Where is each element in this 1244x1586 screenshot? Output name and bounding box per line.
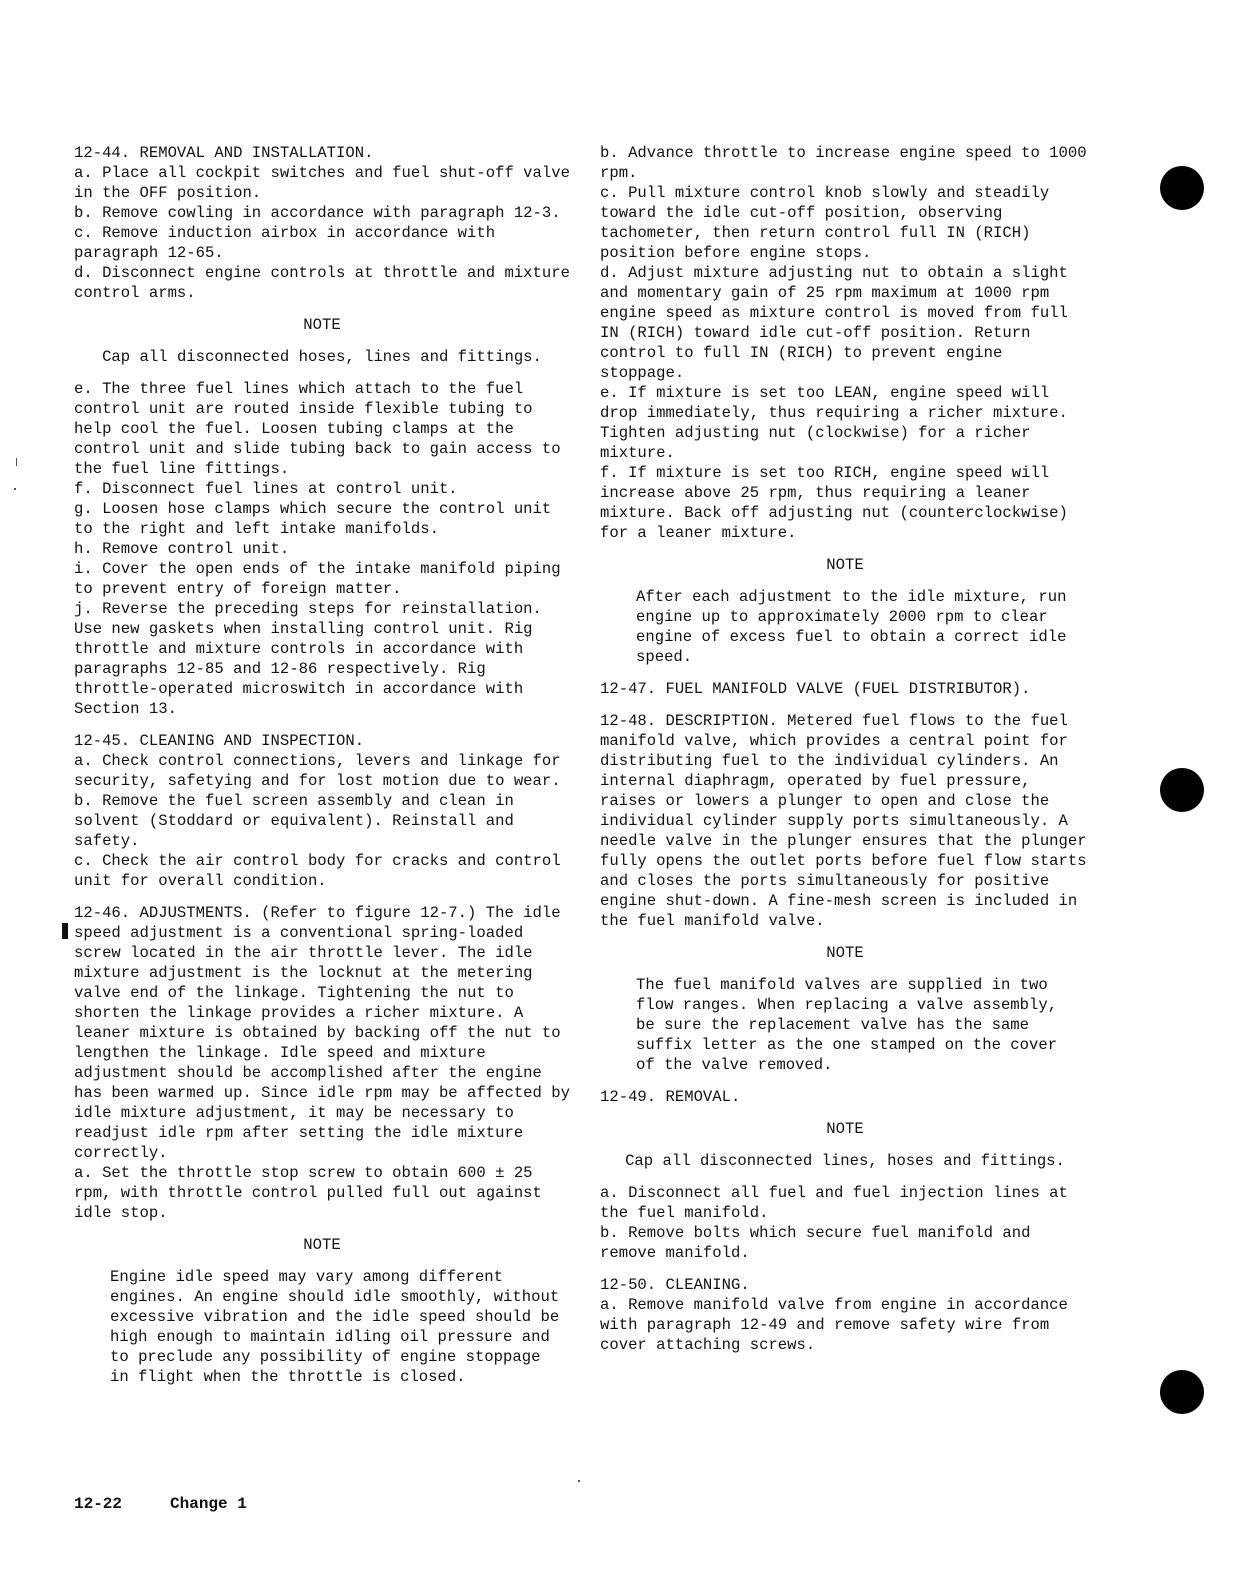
step-12-46-b: b. Advance throttle to increase engine speed to 1000 rpm. xyxy=(600,144,1087,182)
step-12-44-e: e. The three fuel lines which attach to the fuel control unit are routed inside flexible tubing to help cool the fuel. Loosen tubing clamps at the control unit and slide tubing back to gain access to the fuel line fittings. xyxy=(74,380,561,478)
right-column xyxy=(600,143,1090,1355)
heading-12-45: 12-45. CLEANING AND INSPECTION. xyxy=(74,732,365,750)
change-label: Change 1 xyxy=(170,1495,247,1513)
heading-12-47: 12-47. FUEL MANIFOLD VALVE (FUEL DISTRIBUTOR). xyxy=(600,680,1031,698)
heading-12-49: 12-49. REMOVAL. xyxy=(600,1088,741,1106)
note-text: Engine idle speed may vary among different engines. An engine should idle smoothly, without excessive vibration and the idle speed should be high enough to maintain idling oil pressure and to preclude any possibility of engine stoppage in flight when the throttle is closed. xyxy=(110,1268,560,1386)
scan-speck xyxy=(14,488,16,490)
heading-12-44: 12-44. REMOVAL AND INSTALLATION. xyxy=(74,144,374,162)
note-heading: NOTE xyxy=(826,1120,864,1138)
note-heading: NOTE xyxy=(303,1236,341,1254)
binder-hole xyxy=(1160,1370,1204,1414)
step-12-50-a: a. Remove manifold valve from engine in accordance with paragraph 12-49 and remove safety wire from cover attaching screws. xyxy=(600,1296,1068,1354)
note-text: Cap all disconnected hoses, lines and fittings. xyxy=(102,348,542,366)
step-12-46-d: d. Adjust mixture adjusting nut to obtain a slight and momentary gain of 25 rpm maximum at 1000 rpm engine speed as mixture control is moved from full IN (RICH) toward idle cut-off position. Return control to full IN (RICH) to prevent engine stoppage. xyxy=(600,264,1068,382)
step-12-46-a: a. Set the throttle stop screw to obtain 600 ± 25 rpm, with throttle control pulled full out against idle stop. xyxy=(74,1164,542,1222)
step-12-45-c: c. Check the air control body for cracks and control unit for overall condition. xyxy=(74,852,561,890)
paragraph-12-46: 12-46. ADJUSTMENTS. (Refer to figure 12-7.) The idle speed adjustment is a conventional spring-loaded screw located in the air throttle lever. The idle mixture adjustment is the locknut at the metering valve end of the linkage. Tightening the nut to shorten the linkage provides a richer mixture. A leaner mixture is obtained by backing off the nut to lengthen the linkage. Idle speed and mixture adjustment should be accomplished after the engine has been warmed up. Since idle rpm may be affected by idle mixture adjustment, it may be necessary to readjust idle rpm after setting the idle mixture correctly. xyxy=(74,904,570,1162)
paragraph-12-48: 12-48. DESCRIPTION. Metered fuel flows to the fuel manifold valve, which provides a central point for distributing fuel to the individual cylinders. An internal diaphragm, operated by fuel pressure, raises or lowers a plunger to open and close the individual cylinder supply ports simultaneously. A needle valve in the plunger ensures that the plunger fully opens the outlet ports before fuel flow starts and closes the ports simultaneously for positive engine shut-down. A fine-mesh screen is included in the fuel manifold valve. xyxy=(600,712,1087,930)
note-text: The fuel manifold valves are supplied in two flow ranges. When replacing a valve assembly, be sure the replacement valve has the same suffix letter as the one stamped on the cover of the valve removed. xyxy=(636,976,1058,1074)
binder-hole xyxy=(1160,768,1204,812)
page-footer xyxy=(74,1495,295,1513)
change-bar xyxy=(62,923,68,939)
note-text: After each adjustment to the idle mixture, run engine up to approximately 2000 rpm to clear engine of excess fuel to obtain a correct idle speed. xyxy=(636,588,1067,666)
note-heading: NOTE xyxy=(303,316,341,334)
step-12-49-b: b. Remove bolts which secure fuel manifold and remove manifold. xyxy=(600,1224,1031,1262)
left-column xyxy=(74,143,570,1387)
step-12-44-h: h. Remove control unit. xyxy=(74,540,290,558)
heading-12-50: 12-50. CLEANING. xyxy=(600,1276,750,1294)
step-12-44-c: c. Remove induction airbox in accordance with paragraph 12-65. xyxy=(74,224,496,262)
note-heading: NOTE xyxy=(826,556,864,574)
step-12-46-f: f. If mixture is set too RICH, engine speed will increase above 25 rpm, thus requiring a leaner mixture. Back off adjusting nut (counterclockwise) for a leaner mixture. xyxy=(600,464,1068,542)
page-number: 12-22 xyxy=(74,1495,123,1513)
step-12-46-c: c. Pull mixture control knob slowly and steadily toward the idle cut-off position, observing tachometer, then return control full IN (RICH) position before engine stops. xyxy=(600,184,1050,262)
scan-speck xyxy=(16,458,17,466)
step-12-45-a: a. Check control connections, levers and linkage for security, safetying and for lost motion due to wear. xyxy=(74,752,561,790)
step-12-44-i: i. Cover the open ends of the intake manifold piping to prevent entry of foreign matter. xyxy=(74,560,561,598)
step-12-44-d: d. Disconnect engine controls at throttle and mixture control arms. xyxy=(74,264,570,302)
binder-hole xyxy=(1160,166,1204,210)
step-12-46-e: e. If mixture is set too LEAN, engine speed will drop immediately, thus requiring a richer mixture. Tighten adjusting nut (clockwise) for a richer mixture. xyxy=(600,384,1068,462)
step-12-44-a: a. Place all cockpit switches and fuel shut-off valve in the OFF position. xyxy=(74,164,570,202)
step-12-44-g: g. Loosen hose clamps which secure the control unit to the right and left intake manifolds. xyxy=(74,500,552,538)
step-12-44-f: f. Disconnect fuel lines at control unit. xyxy=(74,480,458,498)
step-12-45-b: b. Remove the fuel screen assembly and clean in solvent (Stoddard or equivalent). Reinstall and safety. xyxy=(74,792,514,850)
note-heading: NOTE xyxy=(826,944,864,962)
note-text: Cap all disconnected lines, hoses and fittings. xyxy=(625,1152,1065,1170)
step-12-49-a: a. Disconnect all fuel and fuel injection lines at the fuel manifold. xyxy=(600,1184,1068,1222)
step-12-44-j: j. Reverse the preceding steps for reinstallation. Use new gaskets when installing control unit. Rig throttle and mixture controls in accordance with paragraphs 12-85 and 12-86 respectively. Rig throttle-operated microswitch in accordance with Section 13. xyxy=(74,600,542,718)
scan-speck xyxy=(578,1480,580,1482)
step-12-44-b: b. Remove cowling in accordance with paragraph 12-3. xyxy=(74,204,561,222)
